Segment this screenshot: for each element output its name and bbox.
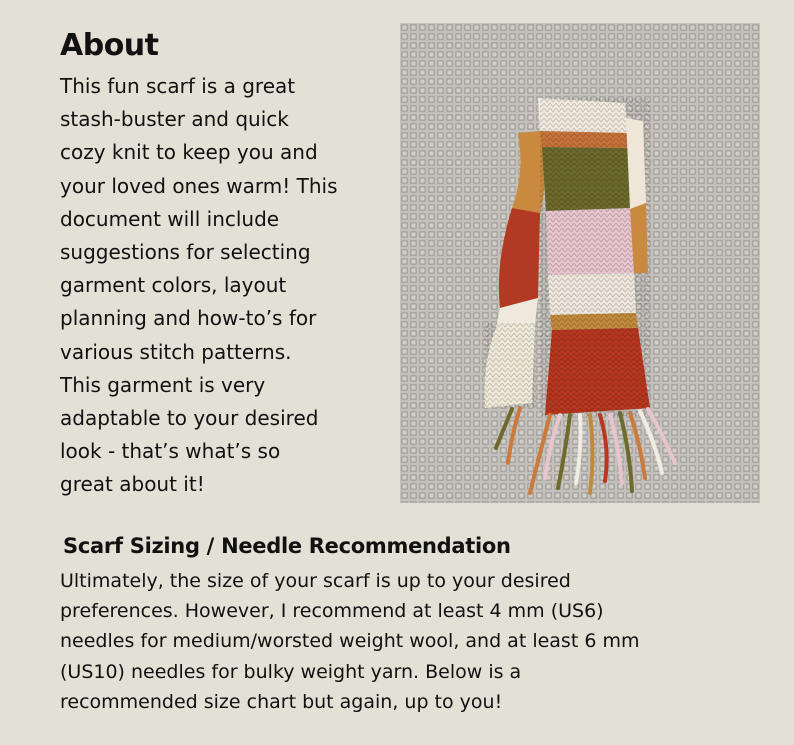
about-line: This fun scarf is a great [60,74,296,98]
about-line: garment colors, layout [60,273,287,298]
about-line: adaptable to your desired [60,406,319,431]
sizing-heading: Scarf Sizing / Needle Recommendation [63,534,511,558]
about-line: cozy knit to keep you and [60,140,318,165]
about-line: great about it! [60,472,205,497]
about-line: planning and how-to’s for [60,306,317,331]
about-line: look - that’s what’s so [60,439,281,464]
about-line: various stitch patterns. [60,339,292,364]
about-line: document will include [60,206,280,231]
about-line: your loved ones warm! This [60,173,338,198]
about-line: suggestions for selecting [60,240,311,265]
sizing-line: Ultimately, the size of your scarf is up to your desired [60,570,571,592]
about-paragraph [60,70,390,502]
sizing-paragraph [60,566,760,717]
about-line: stash-buster and quick [60,107,289,132]
sizing-line: needles for medium/worsted weight wool, and at least 6 mm [60,630,640,653]
sizing-line: preferences. However, I recommend at least 4 mm (US6) [60,600,604,623]
sizing-line: (US10) needles for bulky weight yarn. Below is a [60,660,522,683]
sizing-line: recommended size chart but again, up to you! [60,690,503,713]
about-heading: About [60,28,159,63]
scarf-photo [400,23,760,503]
about-line: This garment is very [60,372,266,397]
